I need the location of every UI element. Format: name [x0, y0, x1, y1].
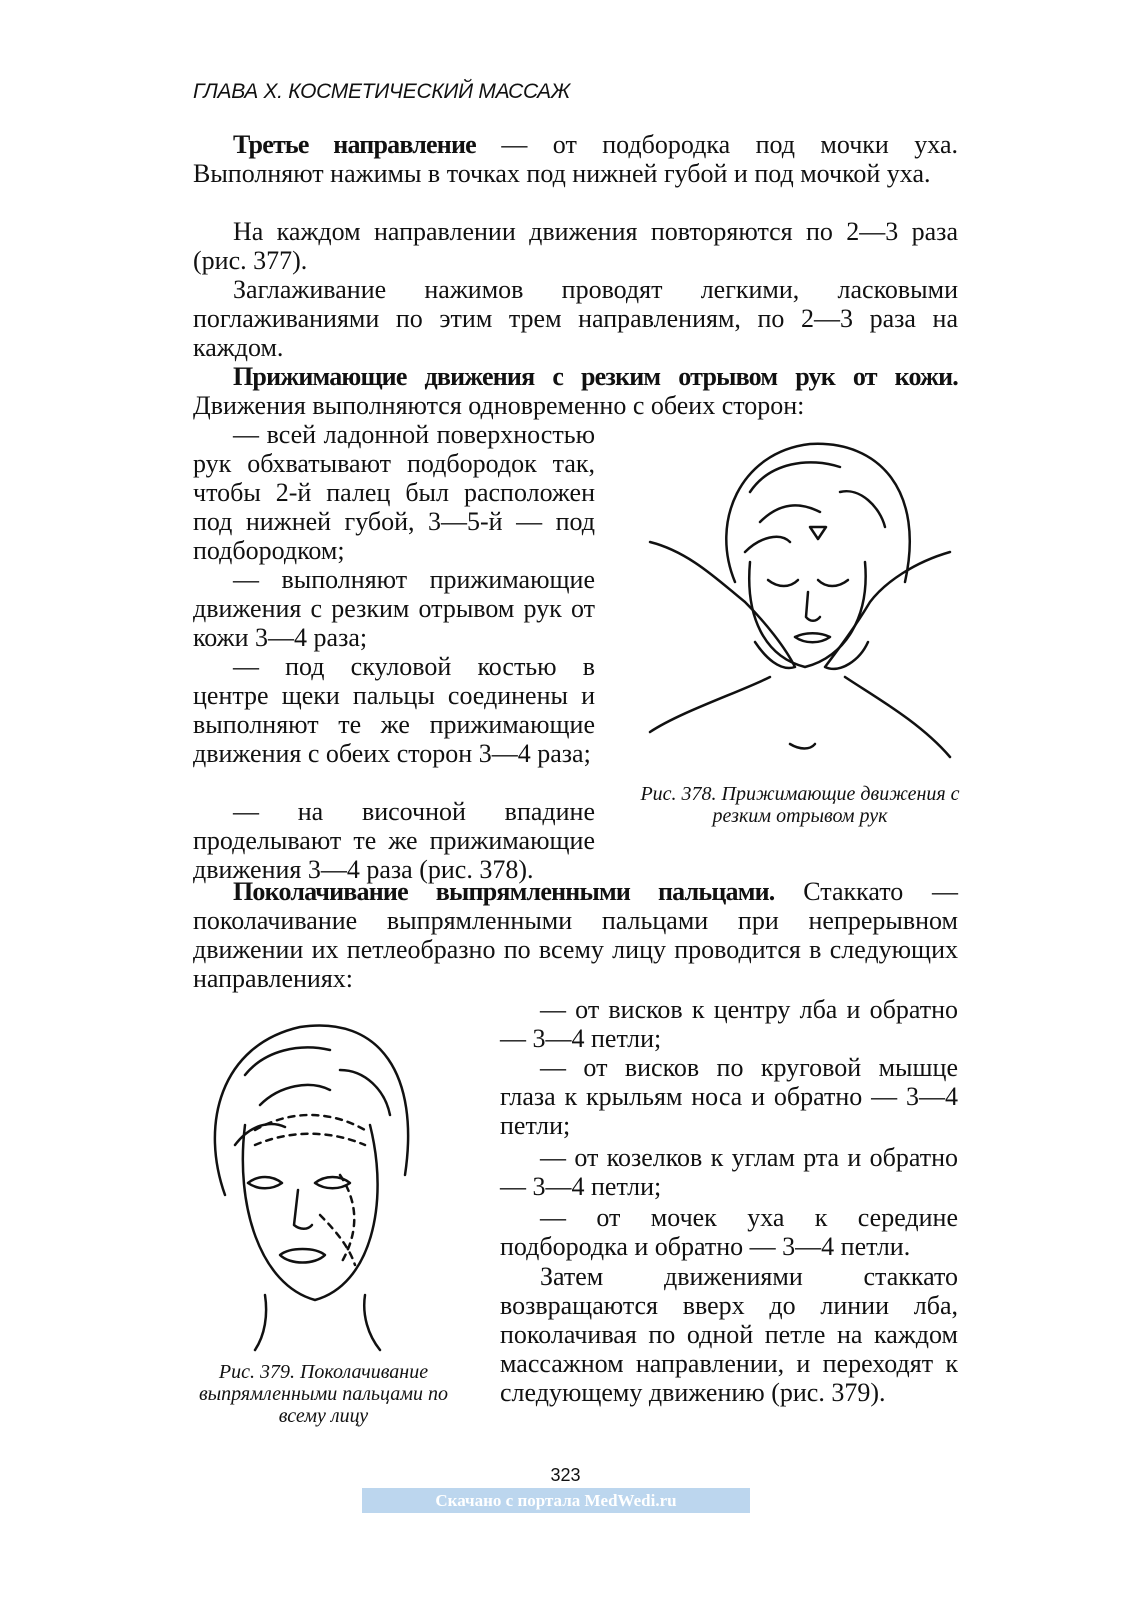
bold-term: Прижимающие движения с резким отрывом рук от кожи. [233, 362, 958, 391]
list-item-text: — от козелков к углам рта и обратно — 3—4 петли; [500, 1143, 958, 1201]
hair-curls [235, 1047, 390, 1145]
closed-eye-right [818, 580, 848, 586]
mouth [795, 633, 830, 642]
list-item-text: — под скуловой костью в центре щеки пальцы соединены и выполняют те же прижимающие движения с обеих сторон 3—4 раза; [193, 652, 595, 768]
face-with-dashed-paths-illustration [190, 1015, 460, 1355]
neck-left [650, 677, 770, 732]
nose [806, 592, 820, 621]
face-with-hands-illustration [640, 432, 960, 762]
paragraph-third-direction [193, 130, 958, 188]
paragraph-pressing-movements [193, 362, 958, 420]
list-item [193, 797, 595, 884]
paragraph-return-upward [500, 1262, 958, 1407]
bold-term: Третье направление [233, 130, 476, 159]
paragraph-text: — от подбородка под мочки уха. Выполняют нажимы в точках под нижней губой и под мочкой уха. [193, 130, 958, 188]
list-item-text: — от мочек уха к середине подбородка и обратно — 3—4 петли. [500, 1203, 958, 1261]
paragraph-text: Движения выполняются одновременно с обеих сторон: [193, 391, 805, 420]
eye-right [315, 1177, 350, 1188]
paragraph-text: На каждом направлении движения повторяются по 2—3 раза (рис. 377). [193, 217, 958, 275]
dashed-massage-path-forehead [255, 1115, 365, 1145]
figure-378-caption: Рис. 378. Прижимающие движения с резким отрывом рук [640, 783, 960, 827]
collarbone [790, 744, 815, 749]
paragraph-text: Затем движениями стаккато возвращаются вверх до линии лба, поколачивая по одной петле на каждом массажном направлении, и переходят к следующему движению (рис. 379). [500, 1262, 958, 1407]
closed-eye-left [768, 580, 798, 586]
hair-curls [745, 462, 885, 552]
list-item-text: — всей ладонной поверхностью рук обхватывают подбородок так, чтобы 2-й палец был расположен под нижней губой, 3—5-й — под подбородком; [193, 420, 595, 565]
list-item-text: — от висков к центру лба и обратно — 3—4 петли; [500, 995, 958, 1053]
list-item [193, 565, 595, 652]
right-arm-and-hand [825, 552, 950, 669]
list-item [500, 1203, 958, 1261]
paragraph-repeats [193, 217, 958, 275]
face-outline [243, 1125, 378, 1300]
download-banner[interactable]: Скачано с портала MedWedi.ru [362, 1488, 750, 1513]
list-item [193, 652, 595, 768]
neck [255, 1295, 380, 1350]
list-item [193, 420, 595, 565]
paragraph-staccato [193, 877, 958, 993]
hair-outline [726, 444, 909, 582]
nose [294, 1190, 312, 1229]
mouth [280, 1249, 325, 1263]
paragraph-smoothing [193, 275, 958, 362]
list-item [500, 995, 958, 1053]
list-item-text: — от висков по круговой мышце глаза к крыльям носа и обратно — 3—4 петли; [500, 1053, 958, 1140]
list-item [500, 1143, 958, 1201]
paragraph-text: Стаккато — поколачивание выпрямленными пальцами при непрерывном движении их петлеобразно по всему лицу проводится в следующих направлениях: [193, 877, 958, 993]
list-item [500, 1053, 958, 1140]
paragraph-text: Заглаживание нажимов проводят легкими, ласковыми поглаживаниями по этим трем направлениям, по 2—3 раза на каждом. [193, 275, 958, 362]
neck-right [845, 677, 950, 757]
eye-left [248, 1177, 282, 1188]
list-item-text: — выполняют прижимающие движения с резким отрывом рук от кожи 3—4 раза; [193, 565, 595, 652]
page-number: 323 [550, 1465, 581, 1485]
figure-379-caption: Рис. 379. Поколачивание выпрямленными пальцами по всему лицу [198, 1361, 449, 1427]
chapter-header: ГЛАВА X. КОСМЕТИЧЕСКИЙ МАССАЖ [193, 80, 570, 103]
bold-term: Поколачивание выпрямленными пальцами. [233, 877, 775, 906]
list-item-text: — на височной впадине проделывают те же прижимающие движения 3—4 раза (рис. 378). [193, 797, 595, 884]
